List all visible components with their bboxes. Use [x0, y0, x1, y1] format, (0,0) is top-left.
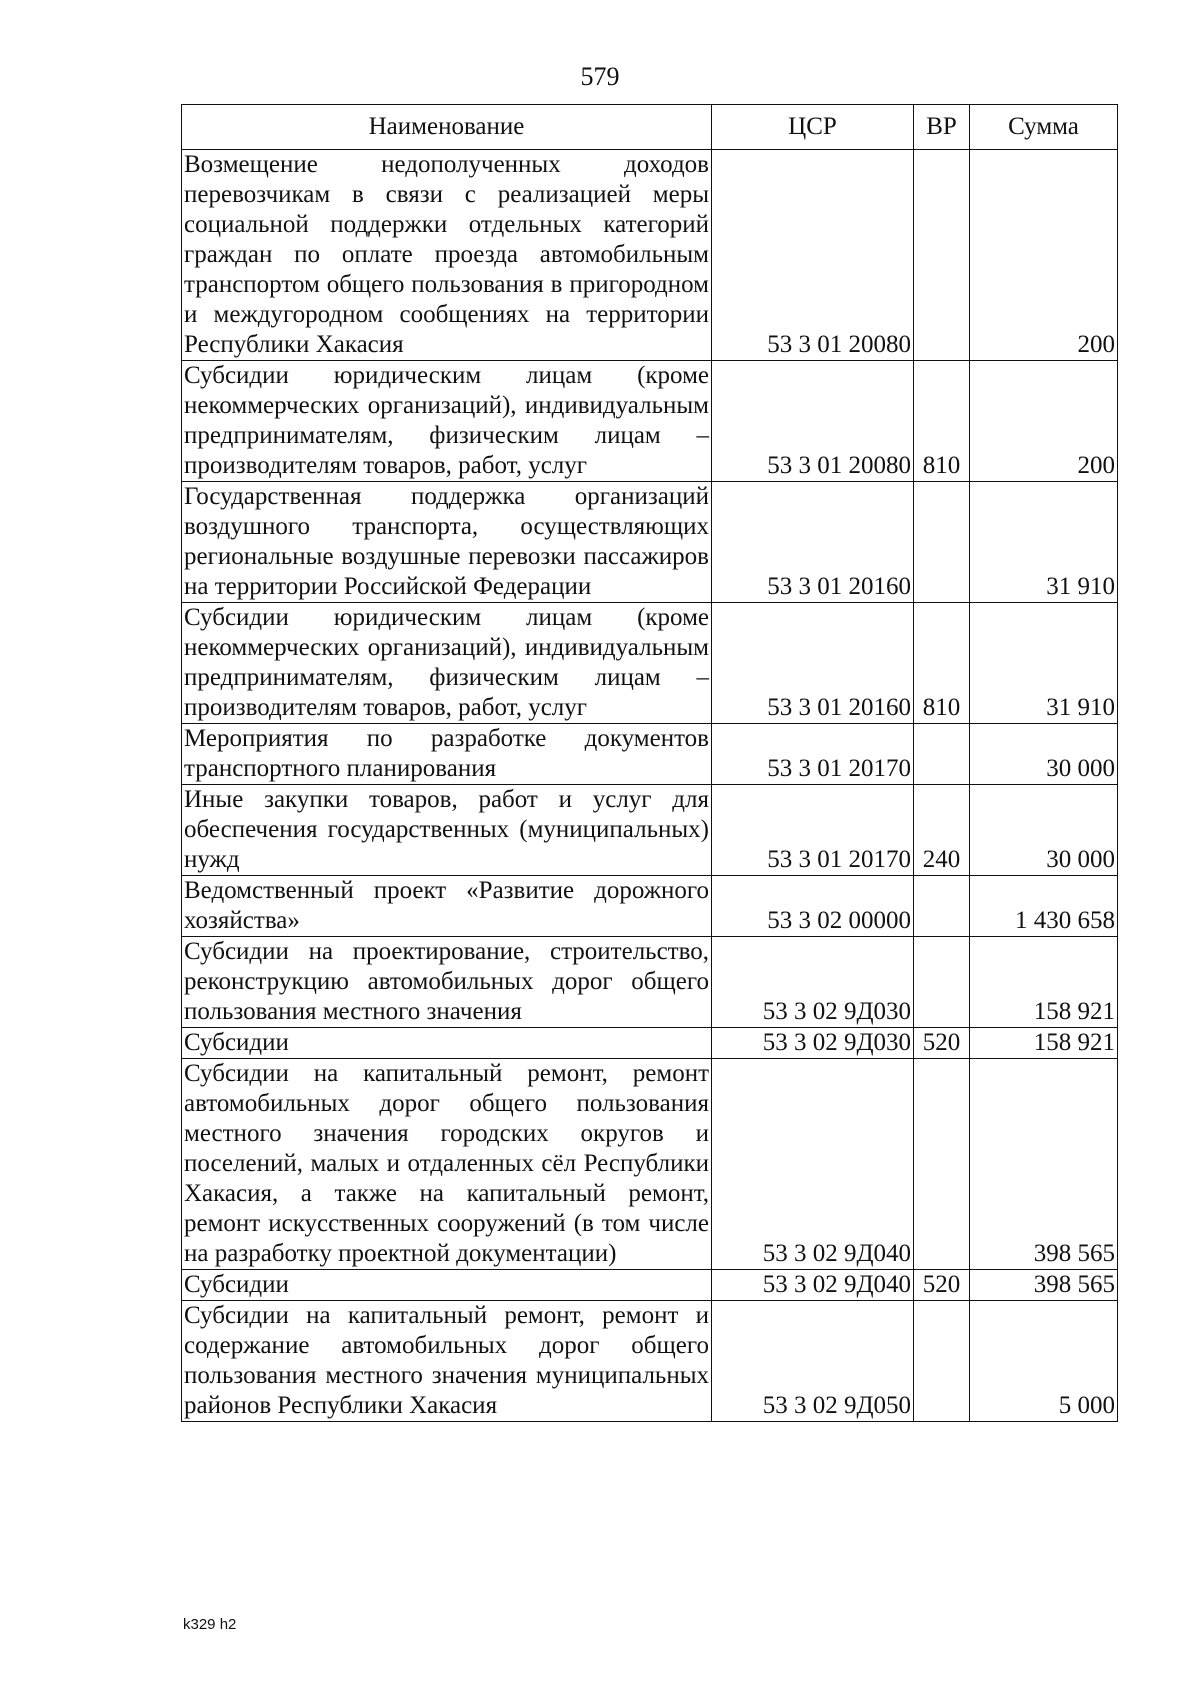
- header-vr: ВР: [914, 105, 970, 150]
- row-csr: 53 3 02 9Д040: [712, 1059, 914, 1270]
- row-name: Субсидии юридическим лицам (кроме некоммерческих организаций), индивидуальным предпринимателям, физическим лицам – производителям товаров, работ, услуг: [182, 603, 712, 724]
- row-name: Субсидии на проектирование, строительство, реконструкцию автомобильных дорог общего пользования местного значения: [182, 937, 712, 1028]
- row-sum: 31 910: [970, 603, 1118, 724]
- row-name: Субсидии: [182, 1028, 712, 1059]
- row-name: Субсидии юридическим лицам (кроме некоммерческих организаций), индивидуальным предпринимателям, физическим лицам – производителям товаров, работ, услуг: [182, 361, 712, 482]
- table-row: [182, 937, 1118, 1028]
- table-row: [182, 482, 1118, 603]
- row-name: Государственная поддержка организаций воздушного транспорта, осуществляющих региональные воздушные перевозки пассажиров на территории Российской Федерации: [182, 482, 712, 603]
- row-sum: 200: [970, 150, 1118, 361]
- row-sum: 1 430 658: [970, 876, 1118, 937]
- row-csr: 53 3 01 20160: [712, 603, 914, 724]
- row-sum: 158 921: [970, 1028, 1118, 1059]
- row-csr: 53 3 02 9Д050: [712, 1301, 914, 1422]
- row-sum: 398 565: [970, 1270, 1118, 1301]
- table-row: [182, 603, 1118, 724]
- table-row: [182, 1270, 1118, 1301]
- table-row: [182, 1059, 1118, 1270]
- row-name: Возмещение недополученных доходов перевозчикам в связи с реализацией меры социальной поддержки отдельных категорий граждан по оплате проезда автомобильным транспортом общего пользования в пригородном и междугородном сообщениях на территории Республики Хакасия: [182, 150, 712, 361]
- row-csr: 53 3 01 20160: [712, 482, 914, 603]
- row-name: Субсидии на капитальный ремонт, ремонт автомобильных дорог общего пользования местного значения городских округов и поселений, малых и отдаленных сёл Республики Хакасия, а также на капитальный ремонт, ремонт искусственных сооружений (в том числе на разработку проектной документации): [182, 1059, 712, 1270]
- table-row: [182, 1301, 1118, 1422]
- table-row: [182, 1028, 1118, 1059]
- row-csr: 53 3 01 20170: [712, 724, 914, 785]
- row-sum: 398 565: [970, 1059, 1118, 1270]
- footer-document-code: k329 h2: [183, 1616, 237, 1633]
- row-csr: 53 3 02 00000: [712, 876, 914, 937]
- row-vr: [914, 876, 970, 937]
- table-row: [182, 724, 1118, 785]
- row-name: Субсидии: [182, 1270, 712, 1301]
- table-row: [182, 785, 1118, 876]
- row-sum: 30 000: [970, 724, 1118, 785]
- row-csr: 53 3 01 20170: [712, 785, 914, 876]
- row-vr: [914, 724, 970, 785]
- table-row: [182, 876, 1118, 937]
- row-sum: 158 921: [970, 937, 1118, 1028]
- row-sum: 200: [970, 361, 1118, 482]
- row-vr: 520: [914, 1028, 970, 1059]
- row-sum: 30 000: [970, 785, 1118, 876]
- header-csr: ЦСР: [712, 105, 914, 150]
- row-vr: [914, 1059, 970, 1270]
- row-csr: 53 3 01 20080: [712, 361, 914, 482]
- header-sum: Сумма: [970, 105, 1118, 150]
- row-name: Мероприятия по разработке документов транспортного планирования: [182, 724, 712, 785]
- row-vr: 810: [914, 361, 970, 482]
- row-vr: 520: [914, 1270, 970, 1301]
- row-vr: [914, 937, 970, 1028]
- table-row: [182, 361, 1118, 482]
- row-vr: [914, 150, 970, 361]
- row-sum: 5 000: [970, 1301, 1118, 1422]
- row-name: Ведомственный проект «Развитие дорожного хозяйства»: [182, 876, 712, 937]
- row-name: Субсидии на капитальный ремонт, ремонт и содержание автомобильных дорог общего пользования местного значения муниципальных районов Республики Хакасия: [182, 1301, 712, 1422]
- table-row: [182, 150, 1118, 361]
- row-sum: 31 910: [970, 482, 1118, 603]
- page-number: 579: [580, 62, 620, 91]
- row-name: Иные закупки товаров, работ и услуг для обеспечения государственных (муниципальных) нужд: [182, 785, 712, 876]
- header-name: Наименование: [182, 105, 712, 150]
- budget-table: [181, 104, 1118, 1422]
- row-csr: 53 3 01 20080: [712, 150, 914, 361]
- row-csr: 53 3 02 9Д040: [712, 1270, 914, 1301]
- row-vr: [914, 1301, 970, 1422]
- row-vr: 810: [914, 603, 970, 724]
- row-vr: [914, 482, 970, 603]
- table-header-row: [182, 105, 1118, 150]
- row-csr: 53 3 02 9Д030: [712, 937, 914, 1028]
- row-csr: 53 3 02 9Д030: [712, 1028, 914, 1059]
- row-vr: 240: [914, 785, 970, 876]
